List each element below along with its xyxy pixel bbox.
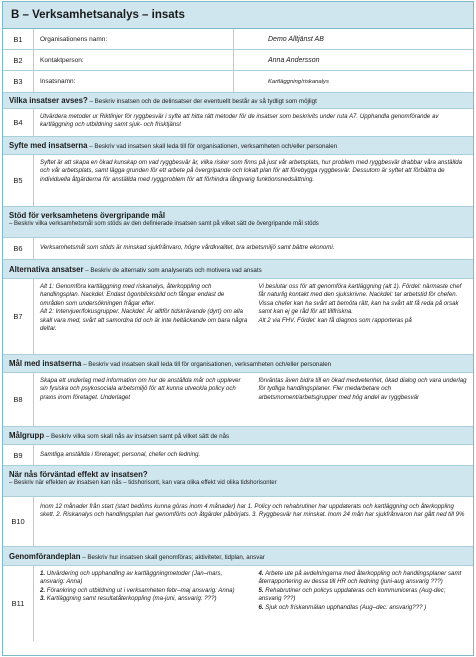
- b11-left-list: [40, 570, 249, 637]
- org-name-value[interactable]: Demo Alltjänst AB: [268, 35, 324, 43]
- section-heading: Genomförandeplan: [9, 551, 81, 561]
- b5-text[interactable]: Syftet är att skapa en ökad kunskap om vad ryggbesvär är, vilka risker som finns på just vår arbetsplats, hur problem med ryggbesvär drabbar våra anställda och vår arbetsplats, samt lägga grunden för ett arbete på övergripande och lokalt plan för att förebygga ryggbesvär. Dessutom är syftet att förbättra de individuella åtgärderna för anställda med ryggproblem för att förhindra långvarig funktionsnedsättning.: [40, 159, 463, 183]
- row-b4: [3, 109, 473, 137]
- section-heading: Stöd för verksamhetens övergripande mål: [9, 211, 165, 220]
- plan-step[interactable]: 4. Arbete ute på avdelningarna med återkoppling och handlingsplaner samt återrapportering av dessa till HR och ledning (juni-aug ansvarig ???): [258, 570, 462, 586]
- section-heading: Målgrupp: [9, 431, 45, 440]
- section-b7-header: [3, 260, 473, 279]
- section-description: – Beskriv vilka verksamhetsmål som stöds av den definierade insatsen samt på vilket sätt de övergripande mål stöds: [9, 221, 319, 227]
- b7-right-text[interactable]: Vi beslutar oss för att genomföra kartläggning (alt 1). Fördel: närmaste chef får naturlig kontakt med den sjukskrivne. Nackdel: tar arbetstid för chefen. Vissa chefer kan ha svårt att bemöta rätt, kan ha svårt att få reda på orsak samt kan ej ge råd för att tillfriskna. Alt 2 via FHV. Fördel: kan få diagnos som rapporteras på: [258, 283, 462, 324]
- row-code: B9: [3, 445, 34, 465]
- contact-value[interactable]: Anna Andersson: [268, 56, 320, 64]
- section-b4-header: [3, 93, 473, 109]
- row-code: B4: [3, 109, 34, 136]
- b11-right-list: [259, 570, 468, 637]
- b8-left-text[interactable]: Skapa ett underlag med information om hur de anställda mår och upplever sin fysiska och psykosociala arbetsmiljö för att kunna utveckla policy och praxis inom företaget. Underlaget: [40, 377, 241, 401]
- plan-step[interactable]: 1. Utvärdering och upphandling av kartläggningmetoder (Jan–mars, ansvarig: Anna): [40, 570, 223, 586]
- row-b5: [3, 155, 473, 207]
- row-b1: [3, 29, 473, 50]
- section-heading: Mål med insatserna: [9, 359, 82, 368]
- row-b11: [3, 566, 473, 641]
- contact-label: Kontaktperson:: [34, 50, 234, 70]
- org-name-label: Organisationens namn:: [34, 29, 234, 49]
- effort-name-label: Insatsnamn:: [34, 71, 234, 92]
- row-b10: [3, 497, 473, 547]
- row-b8: [3, 373, 473, 427]
- row-code: B11: [3, 566, 34, 641]
- row-b6: [3, 238, 473, 260]
- analysis-form: [2, 1, 474, 656]
- row-code: B2: [3, 50, 34, 70]
- row-code: B3: [3, 71, 34, 92]
- section-heading: Syfte med insatserna: [9, 141, 88, 150]
- section-description: – Beskriv när effekten av insatsen kan nås – tidshorisont, kan vara olika effekt vid olika tidshorisonter: [9, 480, 277, 486]
- b4-text[interactable]: Utvärdera metoder ur Riktlinjer för ryggbesvär i syfte att hitta rätt metoder för de insatser som beskrivits under ruta A7. Upphandla genomförande av kartläggning och utbildning samt sjuk- och frisktjänst: [40, 113, 439, 129]
- row-code: B6: [3, 238, 34, 259]
- b6-text[interactable]: Verksamhetsmål som stöds är minskad sjukfrånvaro, högre vårdkvalitet, bra arbetsmiljö samt bättre ekonomi.: [40, 244, 335, 252]
- row-b2: [3, 50, 473, 71]
- section-description: – Beskriv insatsen och de delinsatser der eventuellt består av så tydligt som möjligt: [87, 98, 317, 105]
- row-code: B1: [3, 29, 34, 49]
- b8-right-text[interactable]: förväntas även bidra till en ökad medvetenhet, ökad dialog och vara underlag för tydliga handlingsplaner. Fler medarbetare och arbetsmoment/arbetsgrupper med hög andel av ryggbesvär: [258, 377, 467, 401]
- section-heading: Vilka insatser avses?: [9, 96, 88, 105]
- row-code: B10: [3, 497, 34, 546]
- plan-step[interactable]: 3. Kartläggning samt resultatåterkoppling (ma-juni, ansvarig: ???): [40, 595, 217, 603]
- b7-left-text[interactable]: Alt 1: Genomföra kartläggning med riskanalys, återkoppling och handlingsplan. Nackdel: Endast ögonblicksbild och fångar endast de områden som undersökningen frågar efter. Alt 2: Intervjuer/fokusgrupper. Nackdel: Är alltför tidskrävande (dyrt) om alla skall vara med, svårt att samordna tid och är inte heltäckande om bara några deltar.: [40, 283, 248, 333]
- section-description: – Beskriv hur insatsen skall genomföras; aktiviteter, tidplan, ansvar: [80, 553, 265, 561]
- row-b7: [3, 279, 473, 355]
- b11-content: [34, 566, 473, 641]
- section-description: – Beskriv vilka som skall nås av insatsen samt på vilket sätt de nås: [44, 433, 230, 440]
- section-b5-header: [3, 137, 473, 155]
- section-description: – Beskriv vad insatsen skall leda till för organisationen, verksamheten och/eller personalen: [81, 361, 332, 368]
- section-description: – Beskriv vad insatsen skall leda till för organisationen, verksamheten och/eller personalen: [87, 143, 338, 150]
- form-title: B – Verksamhetsanalys – insats: [3, 2, 473, 29]
- section-b8-header: [3, 355, 473, 373]
- row-code: B7: [3, 279, 34, 354]
- row-b9: [3, 445, 473, 466]
- b10-text[interactable]: Inom 12 månader från start (start bedöms kunna göras inom 4 månader) har 1. Policy och rehabrutiner har uppdaterats och kartläggning och återkoppling skett. 2. Riskanalys och handlingsplan har genomförts och åtgärder påbörjats. 3. Ryggbesvär har minskat. Inom 24 mån har sjukfrånvaron har gått ned till 9%: [40, 503, 465, 519]
- section-b6-header: [3, 207, 473, 238]
- section-heading: När nås förväntad effekt av insatsen?: [9, 470, 148, 479]
- row-code: B5: [3, 155, 34, 206]
- plan-step[interactable]: 6. Sjuk och friskanmälan upphandlas (Aug–dec: ansvarig??? ): [258, 603, 427, 611]
- b7-content: [34, 279, 473, 354]
- b9-text[interactable]: Samtliga anställda i företaget; personal, chefer och ledning.: [40, 450, 201, 458]
- section-description: – Beskriv de alternativ som analyserats och motivera vad ansats: [83, 266, 262, 274]
- plan-step[interactable]: 2. Förankring och utbildning ut i verksamheten febr–maj ansvarig: Anna): [40, 586, 235, 594]
- section-b9-header: [3, 427, 473, 445]
- b8-content: [34, 373, 473, 426]
- plan-step[interactable]: 5. Rehabrutiner och policys uppdateras och kommuniceras (Aug-dec; ansvarig ???): [258, 586, 446, 603]
- section-b10-header: [3, 466, 473, 497]
- section-heading: Alternativa ansatser: [9, 264, 84, 274]
- effort-name-value[interactable]: Kartläggning/riskanalys: [268, 78, 329, 85]
- row-b3: [3, 71, 473, 93]
- section-b11-header: [3, 547, 473, 566]
- row-code: B8: [3, 373, 34, 426]
